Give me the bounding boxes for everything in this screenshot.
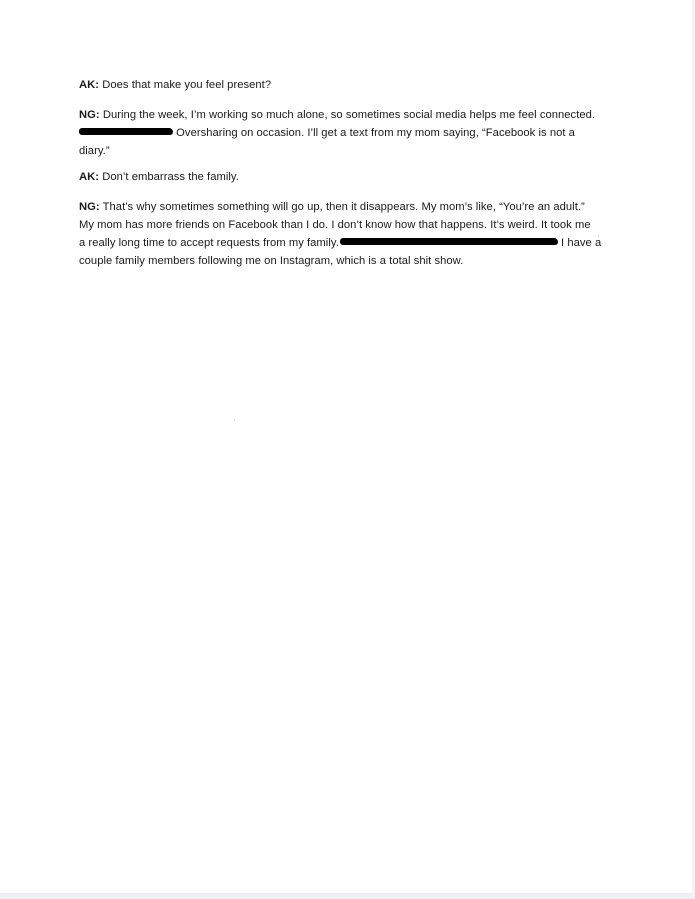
dialogue-text: Oversharing on occasion. I’ll get a text from my mom saying, “Facebook is not a	[176, 127, 575, 139]
dialogue-text: couple family members following me on Instagram, which is a total shit show.	[79, 255, 464, 267]
redaction-bar	[79, 128, 173, 135]
scan-speck	[598, 236, 599, 237]
speaker-label: AK:	[79, 79, 100, 91]
dialogue-text: I have a	[561, 237, 602, 249]
transcript-line	[79, 216, 619, 234]
transcript-paragraph	[79, 198, 619, 270]
transcript-line	[79, 252, 619, 270]
transcript-paragraph	[79, 168, 619, 186]
dialogue-text: During the week, I’m working so much alone, so sometimes social media helps me feel connected.	[102, 109, 596, 121]
transcript-line	[79, 168, 619, 186]
dialogue-text: Don’t embarrass the family.	[102, 171, 239, 183]
transcript-line	[79, 234, 619, 252]
dialogue-text: My mom has more friends on Facebook than I do. I don’t know how that happens. It’s weird. It took me	[79, 219, 591, 231]
speaker-label: NG:	[79, 201, 100, 213]
transcript-line	[79, 106, 619, 124]
dialogue-text: Does that make you feel present?	[102, 79, 272, 91]
scan-speck	[234, 420, 235, 421]
redaction-bar	[340, 238, 558, 245]
transcript-paragraph	[79, 76, 619, 94]
dialogue-text: a really long time to accept requests from my family.	[79, 237, 339, 249]
transcript-line	[79, 124, 619, 142]
transcript-line	[79, 198, 619, 216]
dialogue-text: That’s why sometimes something will go up, then it disappears. My mom’s like, “You’re an adult.”	[102, 201, 585, 213]
transcript-line	[79, 76, 619, 94]
transcript-paragraph	[79, 106, 619, 160]
speaker-label: NG:	[79, 109, 100, 121]
speaker-label: AK:	[79, 171, 100, 183]
dialogue-text: diary.”	[79, 145, 110, 157]
transcript-line	[79, 142, 619, 160]
